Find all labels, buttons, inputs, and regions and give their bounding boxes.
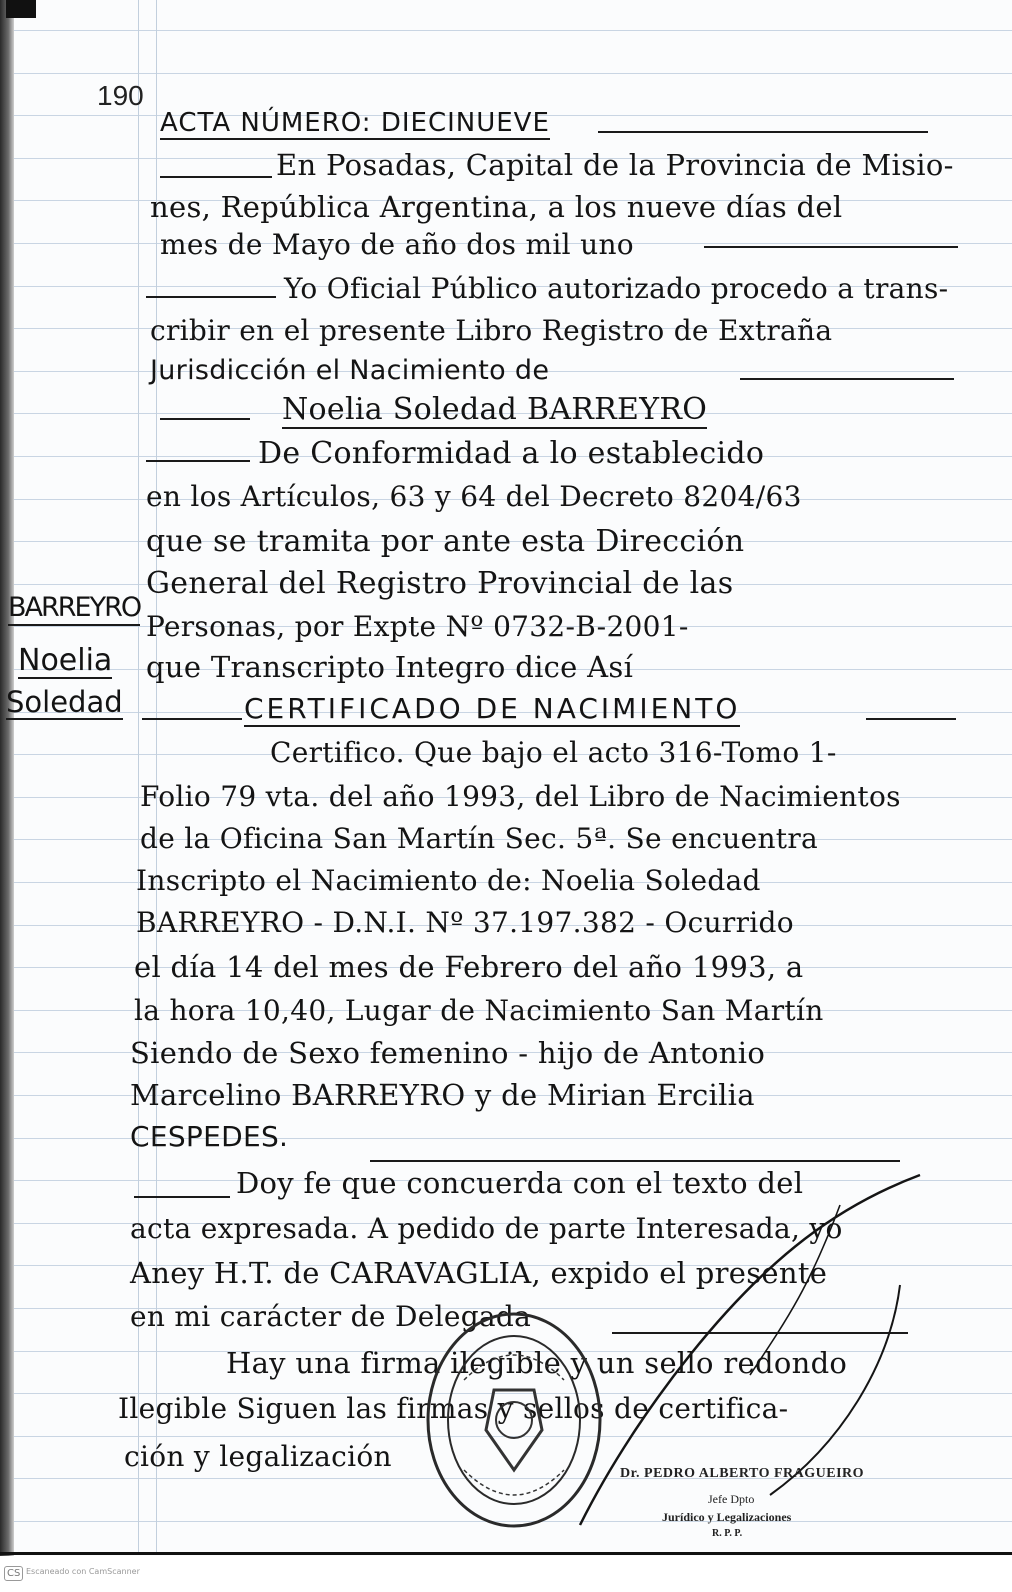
body-line-3: mes de Mayo de año dos mil uno bbox=[160, 228, 634, 261]
subject-name: Noelia Soledad BARREYRO bbox=[282, 392, 708, 427]
body-line-12: Personas, por Expte Nº 0732-B-2001- bbox=[146, 610, 689, 643]
scanner-watermark: Escaneado con CamScanner bbox=[26, 1567, 140, 1576]
act-number-heading: ACTA NÚMERO: DIECINUEVE bbox=[160, 108, 550, 138]
filler-dash bbox=[370, 1160, 900, 1162]
certificate-heading: CERTIFICADO DE NACIMIENTO bbox=[244, 692, 741, 725]
cert-line-6: el día 14 del mes de Febrero del año 1993, a bbox=[134, 950, 804, 984]
filler-dash bbox=[704, 246, 958, 248]
cert-line-2: Folio 79 vta. del año 1993, del Libro de Nacimientos bbox=[140, 780, 901, 813]
margin-first-name: Noelia bbox=[18, 643, 113, 678]
filler-dash bbox=[740, 378, 954, 380]
body-line-6: Jurisdicción el Nacimiento de bbox=[150, 355, 550, 386]
body-line-13: que Transcripto Integro dice Así bbox=[146, 650, 634, 684]
filler-dash bbox=[134, 1196, 230, 1198]
cert-line-7: la hora 10,40, Lugar de Nacimiento San Martín bbox=[134, 994, 824, 1027]
page-bottom-edge bbox=[0, 1552, 1012, 1555]
closing-line-2: acta expresada. A pedido de parte Interesada, yo bbox=[130, 1212, 843, 1245]
cert-line-5: BARREYRO - D.N.I. Nº 37.197.382 - Ocurrido bbox=[136, 906, 794, 939]
book-binding-edge bbox=[0, 0, 14, 1592]
body-line-4: Yo Oficial Público autorizado procedo a trans- bbox=[284, 272, 949, 305]
filler-dash bbox=[146, 460, 250, 462]
filler-dash bbox=[142, 718, 242, 720]
cert-line-8: Siendo de Sexo femenino - hijo de Antonio bbox=[130, 1036, 766, 1070]
closing-line-7: ción y legalización bbox=[124, 1440, 392, 1473]
body-line-2: nes, República Argentina, a los nueve días del bbox=[150, 190, 843, 224]
filler-dash bbox=[598, 131, 928, 133]
margin-second-name: Soledad bbox=[6, 685, 123, 719]
body-line-10: que se tramita por ante esta Dirección bbox=[146, 524, 745, 559]
body-line-5: cribir en el presente Libro Registro de Extraña bbox=[150, 314, 833, 347]
page-number: 190 bbox=[97, 80, 144, 111]
filler-dash bbox=[866, 718, 956, 720]
corner-mark bbox=[6, 0, 36, 18]
body-line-11: General del Registro Provincial de las bbox=[146, 566, 734, 601]
stamp-official-title: Jefe Dpto bbox=[708, 1492, 755, 1506]
ruled-line bbox=[14, 30, 1012, 31]
margin-surname: BARREYRO bbox=[8, 592, 140, 626]
body-line-8: De Conformidad a lo establecido bbox=[258, 436, 765, 471]
body-line-1: En Posadas, Capital de la Provincia de Misio- bbox=[276, 148, 954, 182]
cert-line-3: de la Oficina San Martín Sec. 5ª. Se encuentra bbox=[140, 822, 819, 855]
scanner-footer bbox=[0, 1556, 1012, 1592]
cert-line-1: Certifico. Que bajo el acto 316-Tomo 1- bbox=[270, 736, 837, 769]
closing-line-3: Aney H.T. de CARAVAGLIA, expido el presente bbox=[130, 1256, 828, 1290]
cert-line-10: CESPEDES. bbox=[130, 1120, 289, 1153]
stamp-official-name: Dr. PEDRO ALBERTO FRAGUEIRO bbox=[620, 1466, 865, 1481]
filler-dash bbox=[146, 296, 276, 298]
closing-line-4: en mi carácter de Delegada bbox=[130, 1300, 532, 1333]
official-round-seal bbox=[424, 1310, 604, 1530]
stamp-department: Jurídico y Legalizaciones bbox=[662, 1510, 792, 1524]
cert-line-4: Inscripto el Nacimiento de: Noelia Soledad bbox=[136, 864, 761, 897]
closing-line-1: Doy fe que concuerda con el texto del bbox=[236, 1166, 804, 1200]
filler-dash bbox=[160, 418, 250, 420]
camscanner-logo-icon: CS bbox=[4, 1566, 23, 1581]
ruled-line bbox=[14, 73, 1012, 74]
body-line-9: en los Artículos, 63 y 64 del Decreto 8204/63 bbox=[146, 480, 802, 513]
closing-line-5: Hay una firma ilegible y un sello redondo bbox=[226, 1346, 848, 1380]
closing-line-6: Ilegible Siguen las firmas y sellos de certifica- bbox=[118, 1392, 789, 1425]
stamp-organization: R. P. P. bbox=[712, 1528, 743, 1539]
cert-line-9: Marcelino BARREYRO y de Mirian Ercilia bbox=[130, 1078, 755, 1112]
filler-dash bbox=[160, 176, 272, 178]
